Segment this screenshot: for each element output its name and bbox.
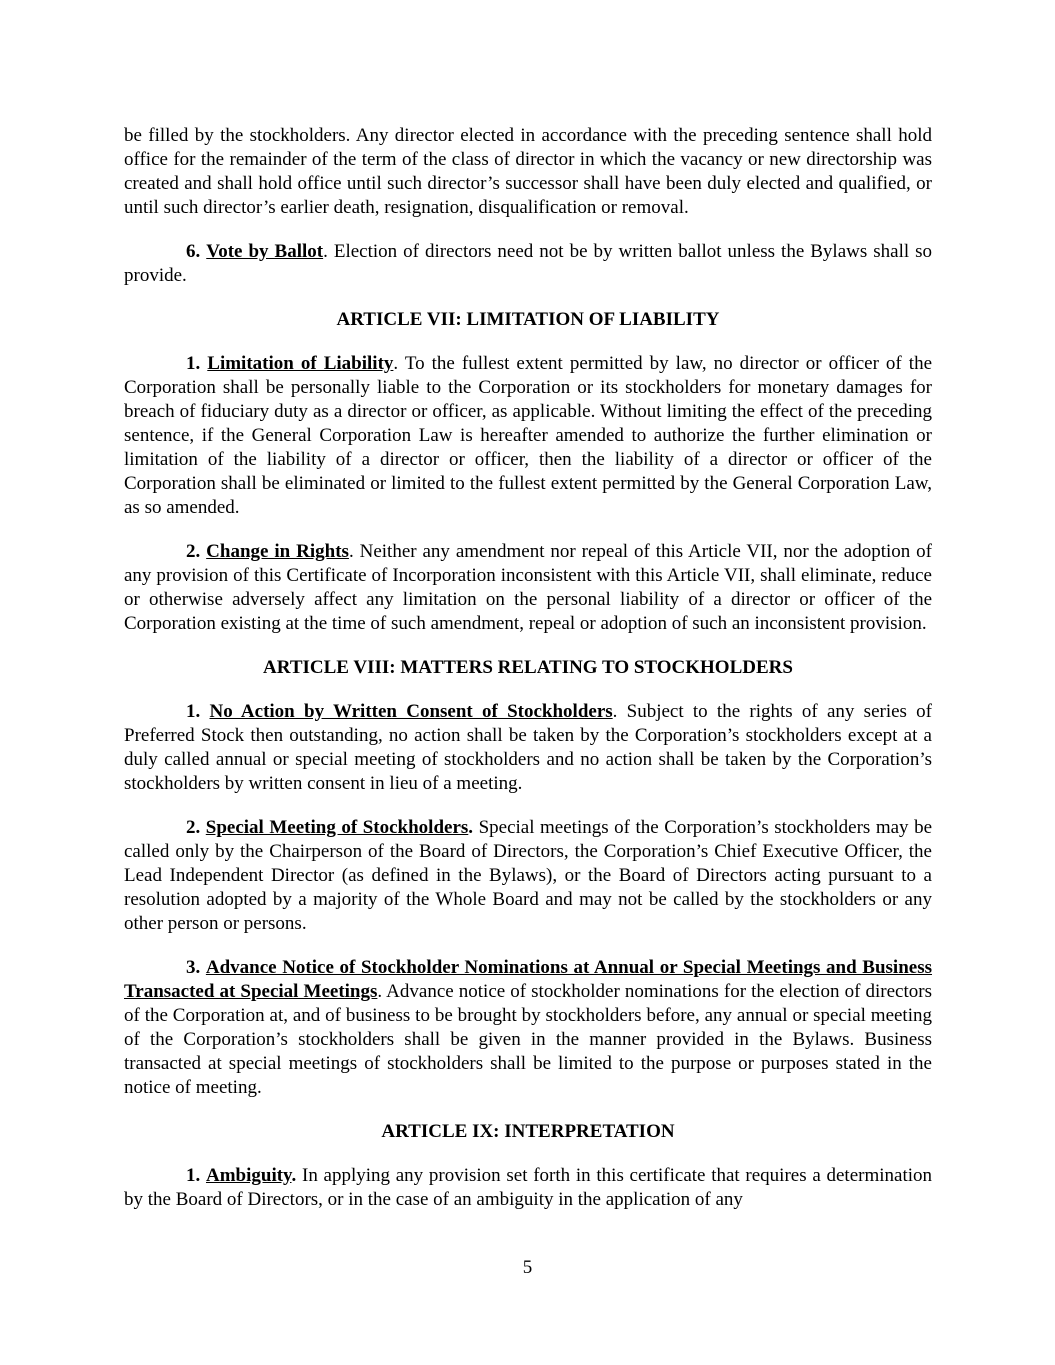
section-title: Vote by Ballot <box>206 241 324 262</box>
section-ambiguity <box>124 1164 932 1212</box>
document-page <box>124 124 932 1212</box>
section-title-punct: . <box>612 701 618 722</box>
section-title-punct: . <box>468 817 474 838</box>
section-number: 6. <box>186 241 201 262</box>
section-text: Neither any amendment nor repeal of this Article VII, nor the adoption of any provision of this Certificate of Incorporation inconsistent with this Article VII, shall eliminate, reduce or otherwise adversely affect any limitation on the personal liability of a director or officer of the Corporation existing at the time of such amendment, repeal or adoption of such an inconsistent provision. <box>124 541 933 634</box>
section-title-punct: . <box>393 353 399 374</box>
intro-paragraph: be filled by the stockholders. Any director elected in accordance with the preceding sentence shall hold office for the remainder of the term of the class of director in which the vacancy or new directorship was created and shall hold office until such director’s successor shall have been duly elected and qualified, or until such director’s earlier death, resignation, disqualification or removal. <box>124 125 932 218</box>
article-viii-heading: ARTICLE VIII: MATTERS RELATING TO STOCKHOLDERS <box>263 657 793 678</box>
section-title: Special Meeting of Stockholders <box>205 817 469 838</box>
section-vote-by-ballot <box>124 240 932 288</box>
section-number: 2. <box>186 817 201 838</box>
section-title-punct: . <box>291 1165 297 1186</box>
section-number: 3. <box>186 957 201 978</box>
section-number: 1. <box>186 1165 201 1186</box>
section-number: 2. <box>186 541 201 562</box>
section-title: No Action by Written Consent of Stockholders <box>209 701 613 722</box>
section-text: Advance notice of stockholder nominations for the election of directors of the Corporation at, and of business to be brought by stockholders before, any annual or special meeting of the Corporation’s stockholders shall be given in the manner provided in the Bylaws. Business transacted at special meetings of stockholders shall be limited to the purpose or purposes stated in the notice of meeting. <box>124 981 932 1098</box>
section-title-punct: . <box>348 541 354 562</box>
page-number: 5 <box>522 1257 533 1278</box>
section-no-action-written-consent <box>124 700 932 796</box>
section-title: Change in Rights <box>206 541 349 562</box>
section-special-meeting <box>124 816 932 936</box>
section-text: To the fullest extent permitted by law, no director or officer of the Corporation shall be personally liable to the Corporation or its stockholders for monetary damages for breach of fiduciary duty as a director or officer, as applicable. Without limiting the effect of the preceding sentence, if the General Corporation Law is hereafter amended to authorize the further elimination or limitation of the liability of a director or officer, then the liability of a director or officer of the Corporation shall be eliminated or limited to the fullest extent permitted by the General Corporation Law, as so amended. <box>124 353 932 518</box>
section-title: Limitation of Liability <box>207 353 394 374</box>
section-text: Special meetings of the Corporation’s stockholders may be called only by the Chairperson of the Board of Directors, the Corporation’s Chief Executive Officer, the Lead Independent Director (as defined in the Bylaws), or the Board of Directors acting pursuant to a resolution adopted by a majority of the Whole Board and may not be called by the stockholders or any other person or persons. <box>124 817 932 934</box>
section-title-punct: . <box>323 241 328 262</box>
section-text: In applying any provision set forth in this certificate that requires a determination by the Board of Directors, or in the case of an ambiguity in the application of any <box>124 1165 933 1210</box>
section-title-punct: . <box>377 981 383 1002</box>
section-title: Advance Notice of Stockholder Nominations at Annual or Special Meetings and Business Transacted at Special Meetings <box>124 957 932 1002</box>
section-text: Election of directors need not be by written ballot unless the Bylaws shall so provide. <box>124 241 933 286</box>
section-change-in-rights <box>124 540 932 636</box>
section-limitation-of-liability <box>124 352 932 520</box>
section-number: 1. <box>186 353 201 374</box>
section-advance-notice <box>124 956 932 1100</box>
section-number: 1. <box>186 701 201 722</box>
article-ix-heading: ARTICLE IX: INTERPRETATION <box>381 1121 675 1142</box>
article-vii-heading: ARTICLE VII: LIMITATION OF LIABILITY <box>336 309 720 330</box>
section-title: Ambiguity <box>205 1165 292 1186</box>
section-text: Subject to the rights of any series of Preferred Stock then outstanding, no action shall be taken by the Corporation’s stockholders except at a duly called annual or special meeting of stockholders and no action shall be taken by the Corporation’s stockholders by written consent in lieu of a meeting. <box>124 701 933 794</box>
